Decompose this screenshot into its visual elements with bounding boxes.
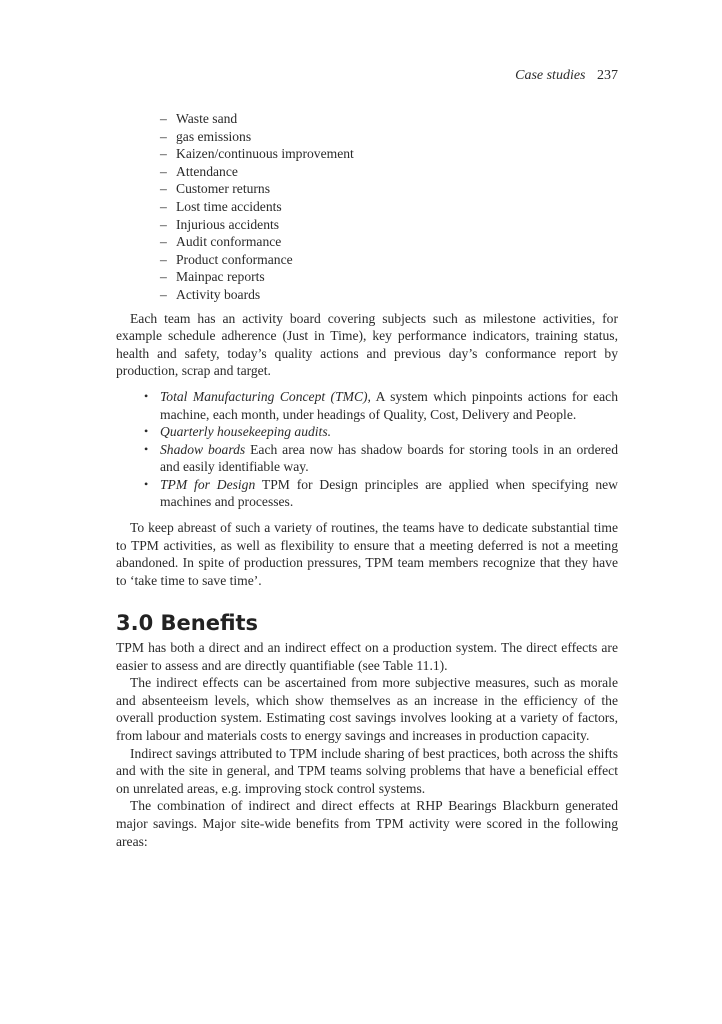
list-item: – Injurious accidents [160,216,280,232]
section-heading: 3.0 Benefits [116,611,259,636]
list-item: – Waste sand [160,111,238,126]
list-item: – gas emissions [160,128,252,144]
combination-paragraph: The combination of indirect and direct effects at RHP Bearings Blackburn generated major savings. Major site-wide benefits from TPM activity were scored in the following areas: [116,798,618,849]
page-number: 237 [597,68,618,83]
activity-board-paragraph: Each team has an activity board covering subjects such as milestone activities, for example schedule adherence (Just in Time), key performance indicators, training status, health and safety, today’s quality actions and previous day’s conformance report by production, scrap and target. [116,310,618,379]
list-item: – Mainpac reports [160,269,265,285]
list-item: – Attendance [160,163,238,179]
list-item: • Total Manufacturing Concept (TMC), A system which pinpoints actions for each machine, each month, under headings of Quality, Cost, Delivery and People. [144,388,618,422]
list-item: – Activity boards [160,286,261,302]
page-body [116,110,618,850]
list-item: – Kaizen/continuous improvement [160,146,354,162]
list-item: • TPM for Design TPM for Design principles are applied when specifying new machines and processes. [144,476,618,510]
initiatives-list [116,388,618,511]
routines-paragraph: To keep abreast of such a variety of routines, the teams have to dedicate substantial time to TPM activities, as well as flexibility to ensure that a meeting deferred is not a meeting abandoned. In spite of production pressures, TPM team members recognize that they have to ‘take time to save time’. [116,520,618,588]
list-item: – Customer returns [160,181,271,197]
list-item: • Quarterly housekeeping audits. [144,424,332,440]
indirect-savings-paragraph: Indirect savings attributed to TPM include sharing of best practices, both across the shifts and with the site in general, and TPM teams solving problems that have a beneficial effect on unrelated areas, e.g. improving stock control systems. [116,745,618,796]
metrics-list [116,110,618,304]
direct-effects-paragraph: TPM has both a direct and an indirect effect on a production system. The direct effects are easier to assess and are directly quantifiable (see Table 11.1). [116,640,618,673]
list-item: • Shadow boards Each area now has shadow boards for storing tools in an ordered and easily identifiable way. [144,441,618,475]
list-item: – Lost time accidents [160,198,282,214]
list-item: – Product conformance [160,251,293,267]
running-head [515,68,618,84]
indirect-effects-paragraph: The indirect effects can be ascertained from more subjective measures, such as morale and absenteeism levels, which show themselves as an increase in the efficiency of the overall production system. Estimating cost savings involves looking at a variety of factors, from labour and materials costs to energy savings and increases in production capacity. [116,675,618,743]
list-item: – Audit conformance [160,234,282,250]
section-title: Case studies [515,68,586,83]
